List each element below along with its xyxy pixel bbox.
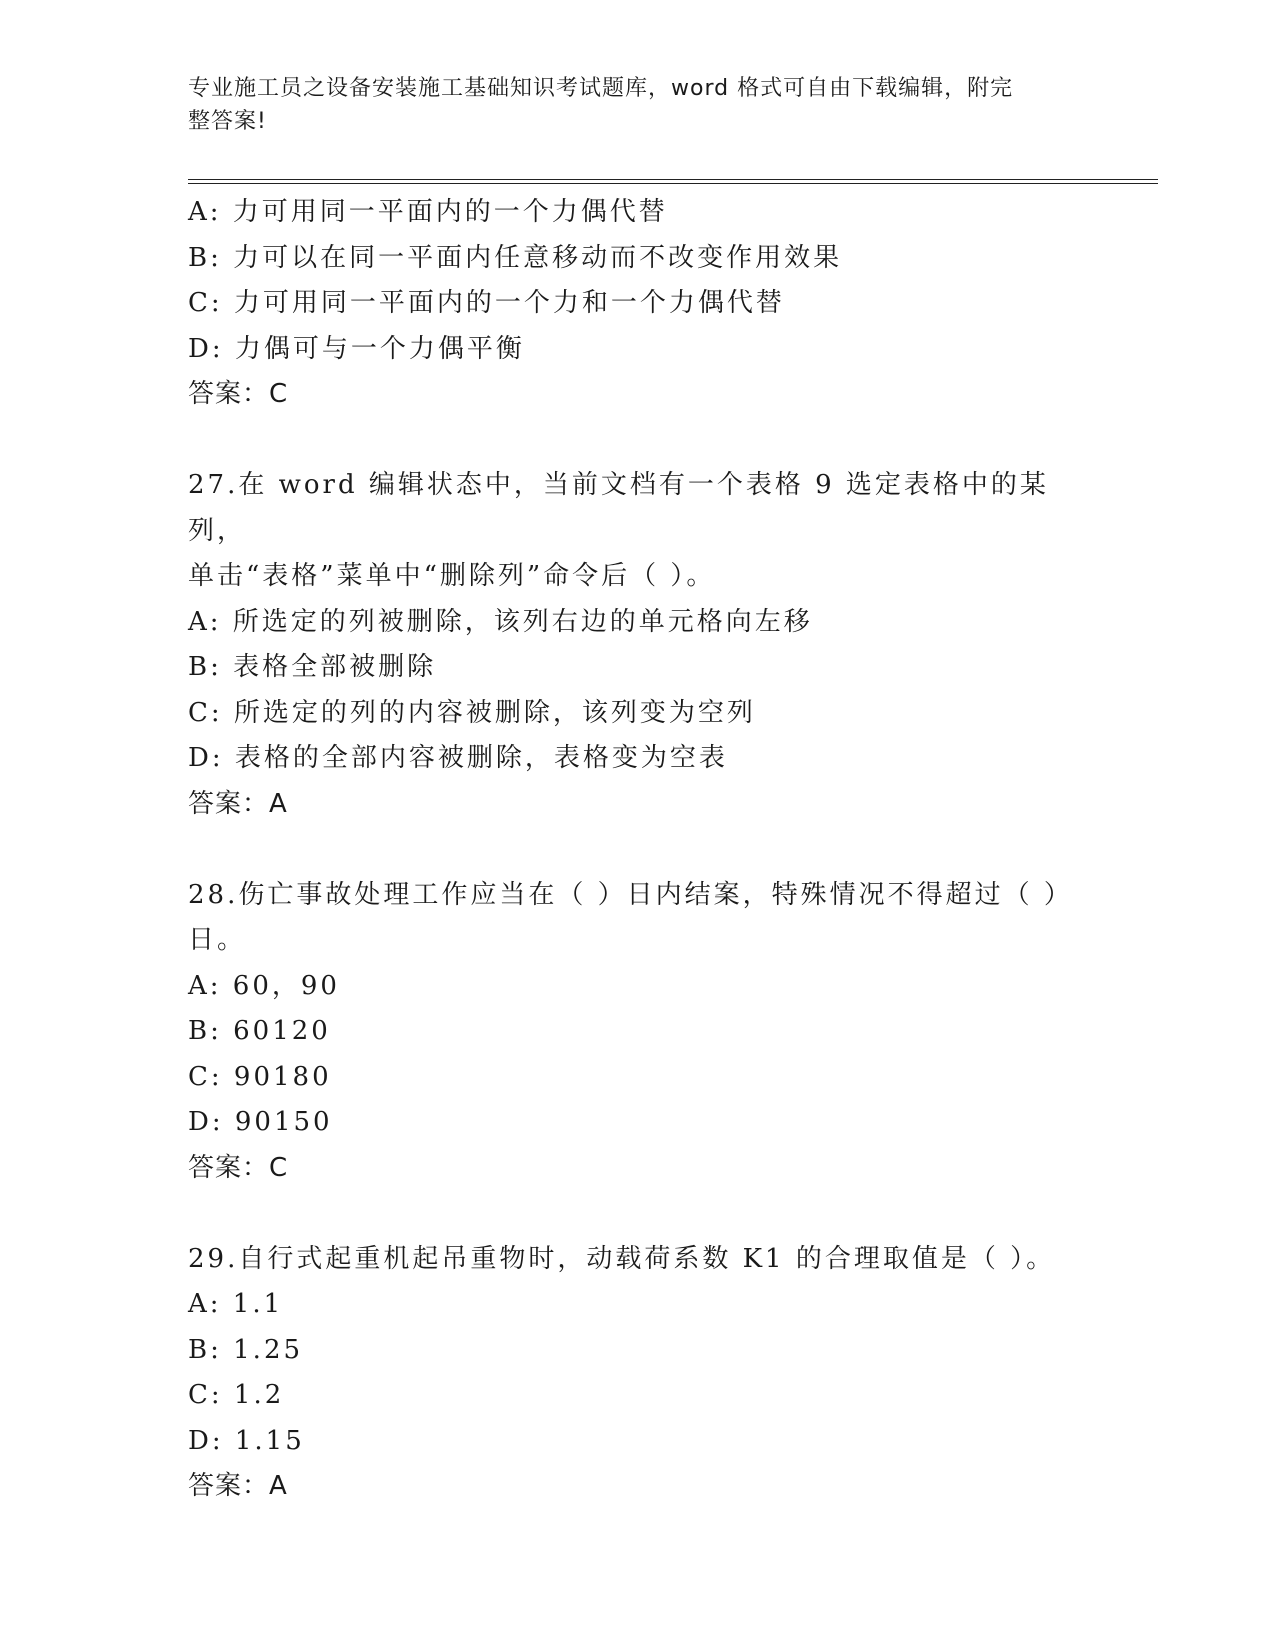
header-line-1: 专业施工员之设备安装施工基础知识考试题库，word 格式可自由下载编辑，附完: [188, 76, 1014, 101]
option-d: D: 1.15: [188, 1425, 305, 1456]
question-stem-line-1: 27.在 word 编辑状态中，当前文档有一个表格 9 选定表格中的某列，: [188, 470, 1049, 546]
question-stem-line-1: 28.伤亡事故处理工作应当在（ ）日内结案，特殊情况不得超过（ ）: [188, 879, 1073, 910]
option-c: C: 所选定的列的内容被删除，该列变为空列: [188, 697, 756, 728]
option-a: A: 力可用同一平面内的一个力偶代替: [188, 197, 668, 227]
option-c: C: 力可用同一平面内的一个力和一个力偶代替: [188, 288, 785, 318]
question-gap: [188, 418, 1088, 464]
option-b: B: 表格全部被删除: [188, 652, 437, 682]
answer: 答案：A: [188, 1471, 288, 1501]
question-gap: [188, 827, 1088, 873]
question-list: [188, 190, 1088, 1510]
option-d: D: 力偶可与一个力偶平衡: [188, 333, 525, 364]
question-29: [188, 1237, 1088, 1510]
header-divider-bottom: [188, 183, 1158, 184]
option-a: A: 1.1: [188, 1289, 284, 1319]
question-27: [188, 463, 1088, 827]
question-gap: [188, 1191, 1088, 1237]
answer: 答案：C: [188, 1152, 289, 1183]
answer: 答案：A: [188, 788, 288, 819]
question-stem-line-2: 单击“表格”菜单中“删除列”命令后（ ）。: [188, 561, 716, 591]
option-a: A: 60，90: [188, 970, 340, 1001]
option-c: C: 90180: [188, 1061, 332, 1092]
option-d: D: 90150: [188, 1107, 333, 1137]
header-divider-top: [188, 179, 1158, 180]
option-b: B: 1.25: [188, 1334, 304, 1365]
question-28: [188, 873, 1088, 1192]
document-header: [188, 72, 1068, 138]
option-b: B: 力可以在同一平面内任意移动而不改变作用效果: [188, 242, 843, 273]
option-a: A: 所选定的列被删除，该列右边的单元格向左移: [188, 606, 813, 637]
header-line-2: 整答案!: [188, 109, 267, 134]
question-stem-line-2: 日。: [188, 925, 247, 955]
question-stem-line-1: 29.自行式起重机起吊重物时，动载荷系数 K1 的合理取值是（ ）。: [188, 1243, 1056, 1274]
option-d: D: 表格的全部内容被删除，表格变为空表: [188, 743, 728, 773]
option-c: C: 1.2: [188, 1380, 285, 1410]
question-26: [188, 190, 1088, 418]
answer: 答案：C: [188, 379, 289, 409]
option-b: B: 60120: [188, 1016, 331, 1046]
